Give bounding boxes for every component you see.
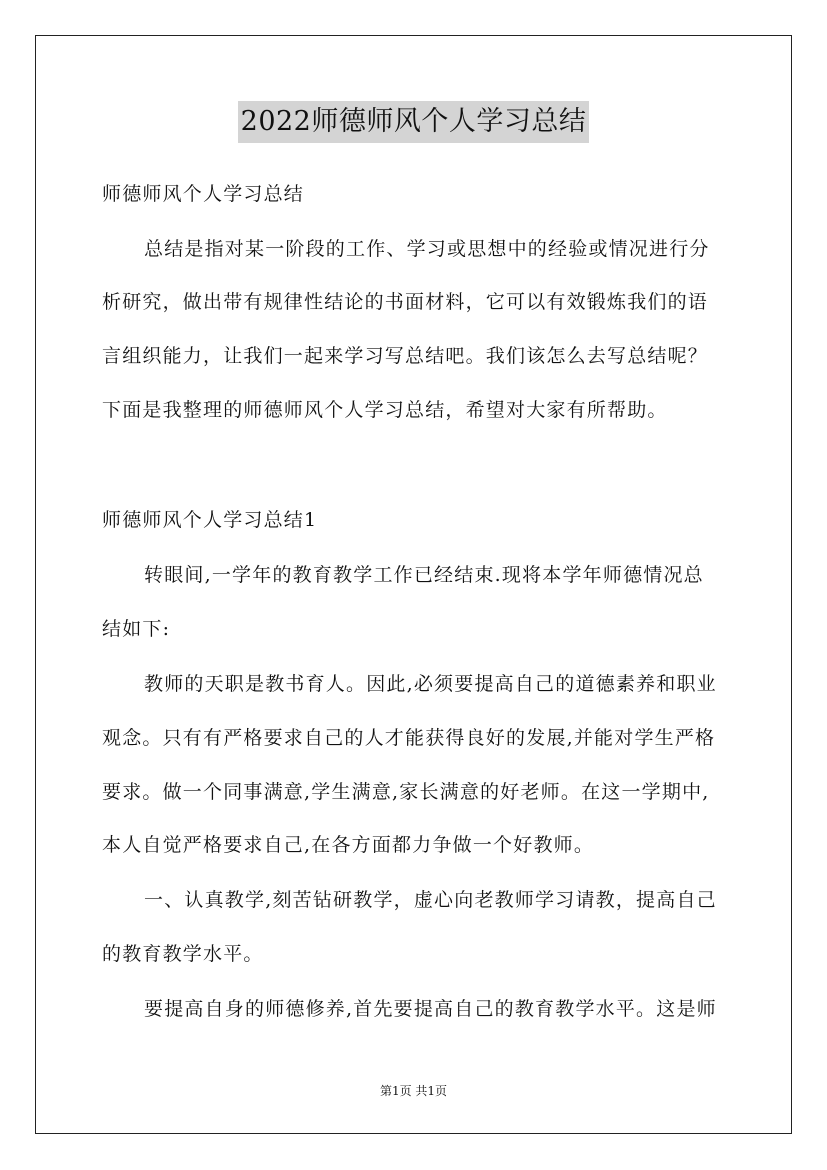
paragraph-line: 的教育教学水平。 <box>102 943 264 965</box>
paragraph-line: 下面是我整理的师德师风个人学习总结，希望对大家有所帮助。 <box>102 399 668 421</box>
paragraph-line: 析研究，做出带有规律性结论的书面材料，它可以有效锻炼我们的语 <box>102 291 709 313</box>
paragraph-line: 言组织能力，让我们一起来学习写总结吧。我们该怎么去写总结呢？ <box>102 345 709 367</box>
paragraph-line: 总结是指对某一阶段的工作、学习或思想中的经验或情况进行分 <box>144 238 710 260</box>
paragraph-line: 本人自觉严格要求自己,在各方面都力争做一个好教师。 <box>102 834 595 856</box>
page-footer: 第1页 共1页 <box>379 1084 448 1098</box>
paragraph-line: 转眼间,一学年的教育教学工作已经结束.现将本学年师德情况总 <box>144 564 704 586</box>
paragraph-line: 结如下: <box>102 618 171 640</box>
paragraph-line: 一、认真教学,刻苦钻研教学，虚心向老教师学习请教，提高自己 <box>144 889 717 911</box>
paragraph-line: 教师的天职是教书育人。因此,必须要提高自己的道德素养和职业 <box>144 673 717 695</box>
document-title: 2022师德师风个人学习总结 <box>238 101 590 143</box>
paragraph-line: 观念。只有有严格要求自己的人才能获得良好的发展,并能对学生严格 <box>102 727 716 749</box>
title-wrap <box>0 101 827 143</box>
paragraph-line: 要提高自身的师德修养,首先要提高自己的教育教学水平。这是师 <box>144 998 717 1020</box>
paragraph-line: 要求。做一个同事满意,学生满意,家长满意的好老师。在这一学期中, <box>102 781 710 803</box>
section-heading: 师德师风个人学习总结1 <box>102 509 318 531</box>
subtitle-line: 师德师风个人学习总结 <box>102 183 305 205</box>
